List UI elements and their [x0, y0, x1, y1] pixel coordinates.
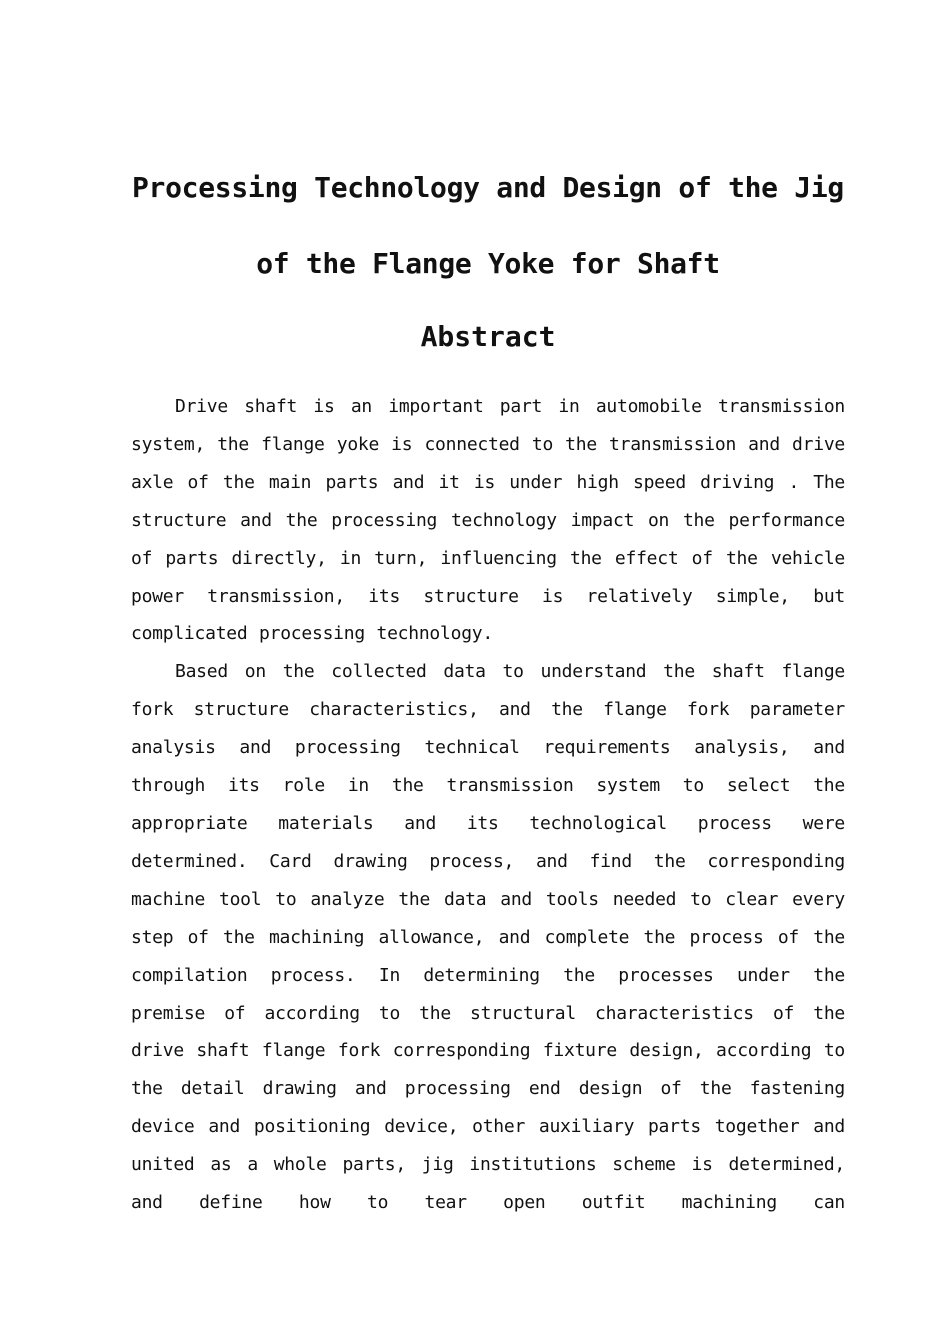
abstract-paragraph-1: Drive shaft is an important part in automobile transmission system, the flange yoke is connected to the transmission and drive axle of the main parts and it is under high speed driving . The structure and the processing technology impact on the performance of parts directly, in turn, influencing the effect of the vehicle power transmission, its structure is relatively simple, but complicated processing technology.: [131, 396, 845, 645]
abstract-paragraph-2: Based on the collected data to understand the shaft flange fork structure characteristics, and the flange fork parameter analysis and processing technical requirements analysis, and through its role in the transmission system to select the appropriate materials and its technological process were determined. Card drawing process, and find the corresponding machine tool to analyze the data and tools needed to clear every step of the machining allowance, and complete the process of the compilation process. In determining the processes under the premise of according to the structural characteristics of the drive shaft flange fork corresponding fixture design, according to the detail drawing and processing end design of the fastening device and positioning device, other auxiliary parts together and united as a whole parts, jig institutions scheme is determined, and define how to tear open outfit machining can: [131, 661, 845, 1214]
title-line-2: of the Flange Yoke for Shaft: [256, 247, 720, 280]
paper-title: [131, 150, 845, 302]
abstract-heading: Abstract: [420, 320, 556, 353]
abstract-body: [131, 388, 845, 1222]
title-line-1: Processing Technology and Design of the Jig: [132, 171, 844, 204]
